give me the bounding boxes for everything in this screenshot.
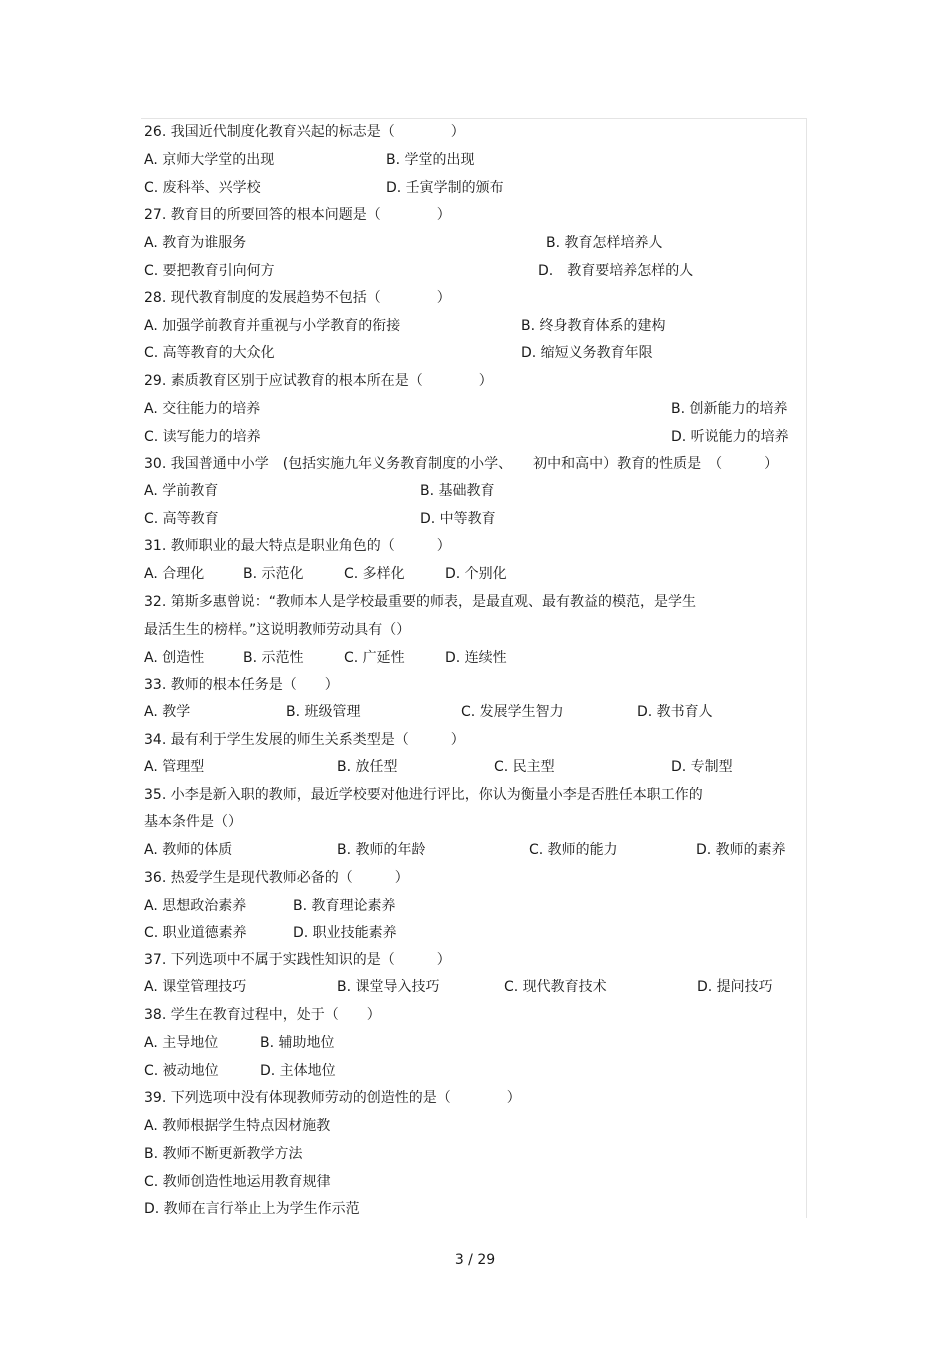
answer-option: B. 班级管理 — [286, 704, 361, 720]
answer-option: D. 教师的素养 — [696, 842, 786, 858]
question-stem: 33. 教师的根本任务是（ ） — [144, 677, 339, 693]
question-stem: 30. 我国普通中小学 (包括实施九年义务教育制度的小学、 初中和高中）教育的性质是 （ ） — [144, 456, 779, 472]
answer-option: A. 合理化 — [144, 566, 205, 582]
question-stem: 最活生生的榜样。”这说明教师劳动具有（） — [144, 622, 411, 638]
answer-option: D. 教师在言行举止上为学生作示范 — [144, 1201, 360, 1217]
question-stem: 39. 下列选项中没有体现教师劳动的创造性的是（ ） — [144, 1090, 521, 1106]
answer-option: C. 要把教育引向何方 — [144, 263, 275, 279]
question-stem: 32. 第斯多惠曾说：“教师本人是学校最重要的师表，是最直观、最有教益的模范，是学生 — [144, 594, 696, 610]
answer-option: B. 学堂的出现 — [386, 152, 475, 168]
answer-option: D. 个别化 — [445, 566, 507, 582]
answer-option: A. 教师的体质 — [144, 842, 233, 858]
question-stem: 35. 小李是新入职的教师，最近学校要对他进行评比，你认为衡量小李是否胜任本职工作的 — [144, 787, 703, 803]
answer-option: B. 终身教育体系的建构 — [521, 318, 666, 334]
question-stem: 36. 热爱学生是现代教师必备的（ ） — [144, 870, 409, 886]
answer-option: C. 高等教育 — [144, 511, 219, 527]
page-number: 3 / 29 — [454, 1252, 496, 1268]
answer-option: C. 职业道德素养 — [144, 925, 247, 941]
answer-option: D. 教育要培养怎样的人 — [538, 263, 694, 279]
page-frame — [141, 118, 807, 1218]
answer-option: A. 教师根据学生特点因材施教 — [144, 1118, 331, 1134]
answer-option: A. 教学 — [144, 704, 191, 720]
answer-option: D. 壬寅学制的颁布 — [386, 180, 504, 196]
answer-option: B. 辅助地位 — [260, 1035, 335, 1051]
answer-option: D. 教书育人 — [637, 704, 713, 720]
answer-option: B. 课堂导入技巧 — [337, 979, 440, 995]
answer-option: D. 中等教育 — [420, 511, 496, 527]
answer-option: B. 创新能力的培养 — [671, 401, 788, 417]
answer-option: B. 教育理论素养 — [293, 898, 396, 914]
answer-option: A. 教育为谁服务 — [144, 235, 247, 251]
answer-option: B. 教育怎样培养人 — [546, 235, 663, 251]
answer-option: D. 缩短义务教育年限 — [521, 345, 653, 361]
answer-option: A. 京师大学堂的出现 — [144, 152, 275, 168]
question-stem: 31. 教师职业的最大特点是职业角色的（ ） — [144, 538, 451, 554]
question-stem: 37. 下列选项中不属于实践性知识的是（ ） — [144, 952, 451, 968]
answer-option: C. 读写能力的培养 — [144, 429, 261, 445]
question-stem: 28. 现代教育制度的发展趋势不包括（ ） — [144, 290, 451, 306]
answer-option: D. 听说能力的培养 — [671, 429, 789, 445]
question-stem: 26. 我国近代制度化教育兴起的标志是（ ） — [144, 124, 465, 140]
answer-option: D. 专制型 — [671, 759, 733, 775]
answer-option: D. 连续性 — [445, 650, 507, 666]
answer-option: A. 管理型 — [144, 759, 205, 775]
answer-option: A. 交往能力的培养 — [144, 401, 261, 417]
answer-option: B. 示范化 — [243, 566, 304, 582]
answer-option: A. 加强学前教育并重视与小学教育的衔接 — [144, 318, 401, 334]
answer-option: A. 课堂管理技巧 — [144, 979, 247, 995]
question-stem: 29. 素质教育区别于应试教育的根本所在是（ ） — [144, 373, 493, 389]
answer-option: D. 提问技巧 — [697, 979, 773, 995]
answer-option: A. 学前教育 — [144, 483, 219, 499]
question-stem: 38. 学生在教育过程中，处于（ ） — [144, 1007, 381, 1023]
answer-option: C. 多样化 — [344, 566, 405, 582]
answer-option: C. 发展学生智力 — [461, 704, 564, 720]
answer-option: B. 教师的年龄 — [337, 842, 426, 858]
answer-option: D. 主体地位 — [260, 1063, 336, 1079]
answer-option: C. 高等教育的大众化 — [144, 345, 275, 361]
question-stem: 基本条件是（） — [144, 814, 242, 830]
answer-option: C. 教师的能力 — [529, 842, 618, 858]
answer-option: C. 被动地位 — [144, 1063, 219, 1079]
answer-option: B. 教师不断更新教学方法 — [144, 1146, 303, 1162]
answer-option: A. 思想政治素养 — [144, 898, 247, 914]
answer-option: C. 广延性 — [344, 650, 405, 666]
answer-option: A. 主导地位 — [144, 1035, 219, 1051]
answer-option: A. 创造性 — [144, 650, 205, 666]
answer-option: C. 教师创造性地运用教育规律 — [144, 1174, 331, 1190]
answer-option: C. 现代教育技术 — [504, 979, 607, 995]
question-stem: 34. 最有利于学生发展的师生关系类型是（ ） — [144, 732, 465, 748]
question-stem: 27. 教育目的所要回答的根本问题是（ ） — [144, 207, 451, 223]
answer-option: B. 放任型 — [337, 759, 398, 775]
answer-option: B. 基础教育 — [420, 483, 495, 499]
answer-option: D. 职业技能素养 — [293, 925, 397, 941]
answer-option: C. 废科举、兴学校 — [144, 180, 261, 196]
answer-option: B. 示范性 — [243, 650, 304, 666]
answer-option: C. 民主型 — [494, 759, 555, 775]
